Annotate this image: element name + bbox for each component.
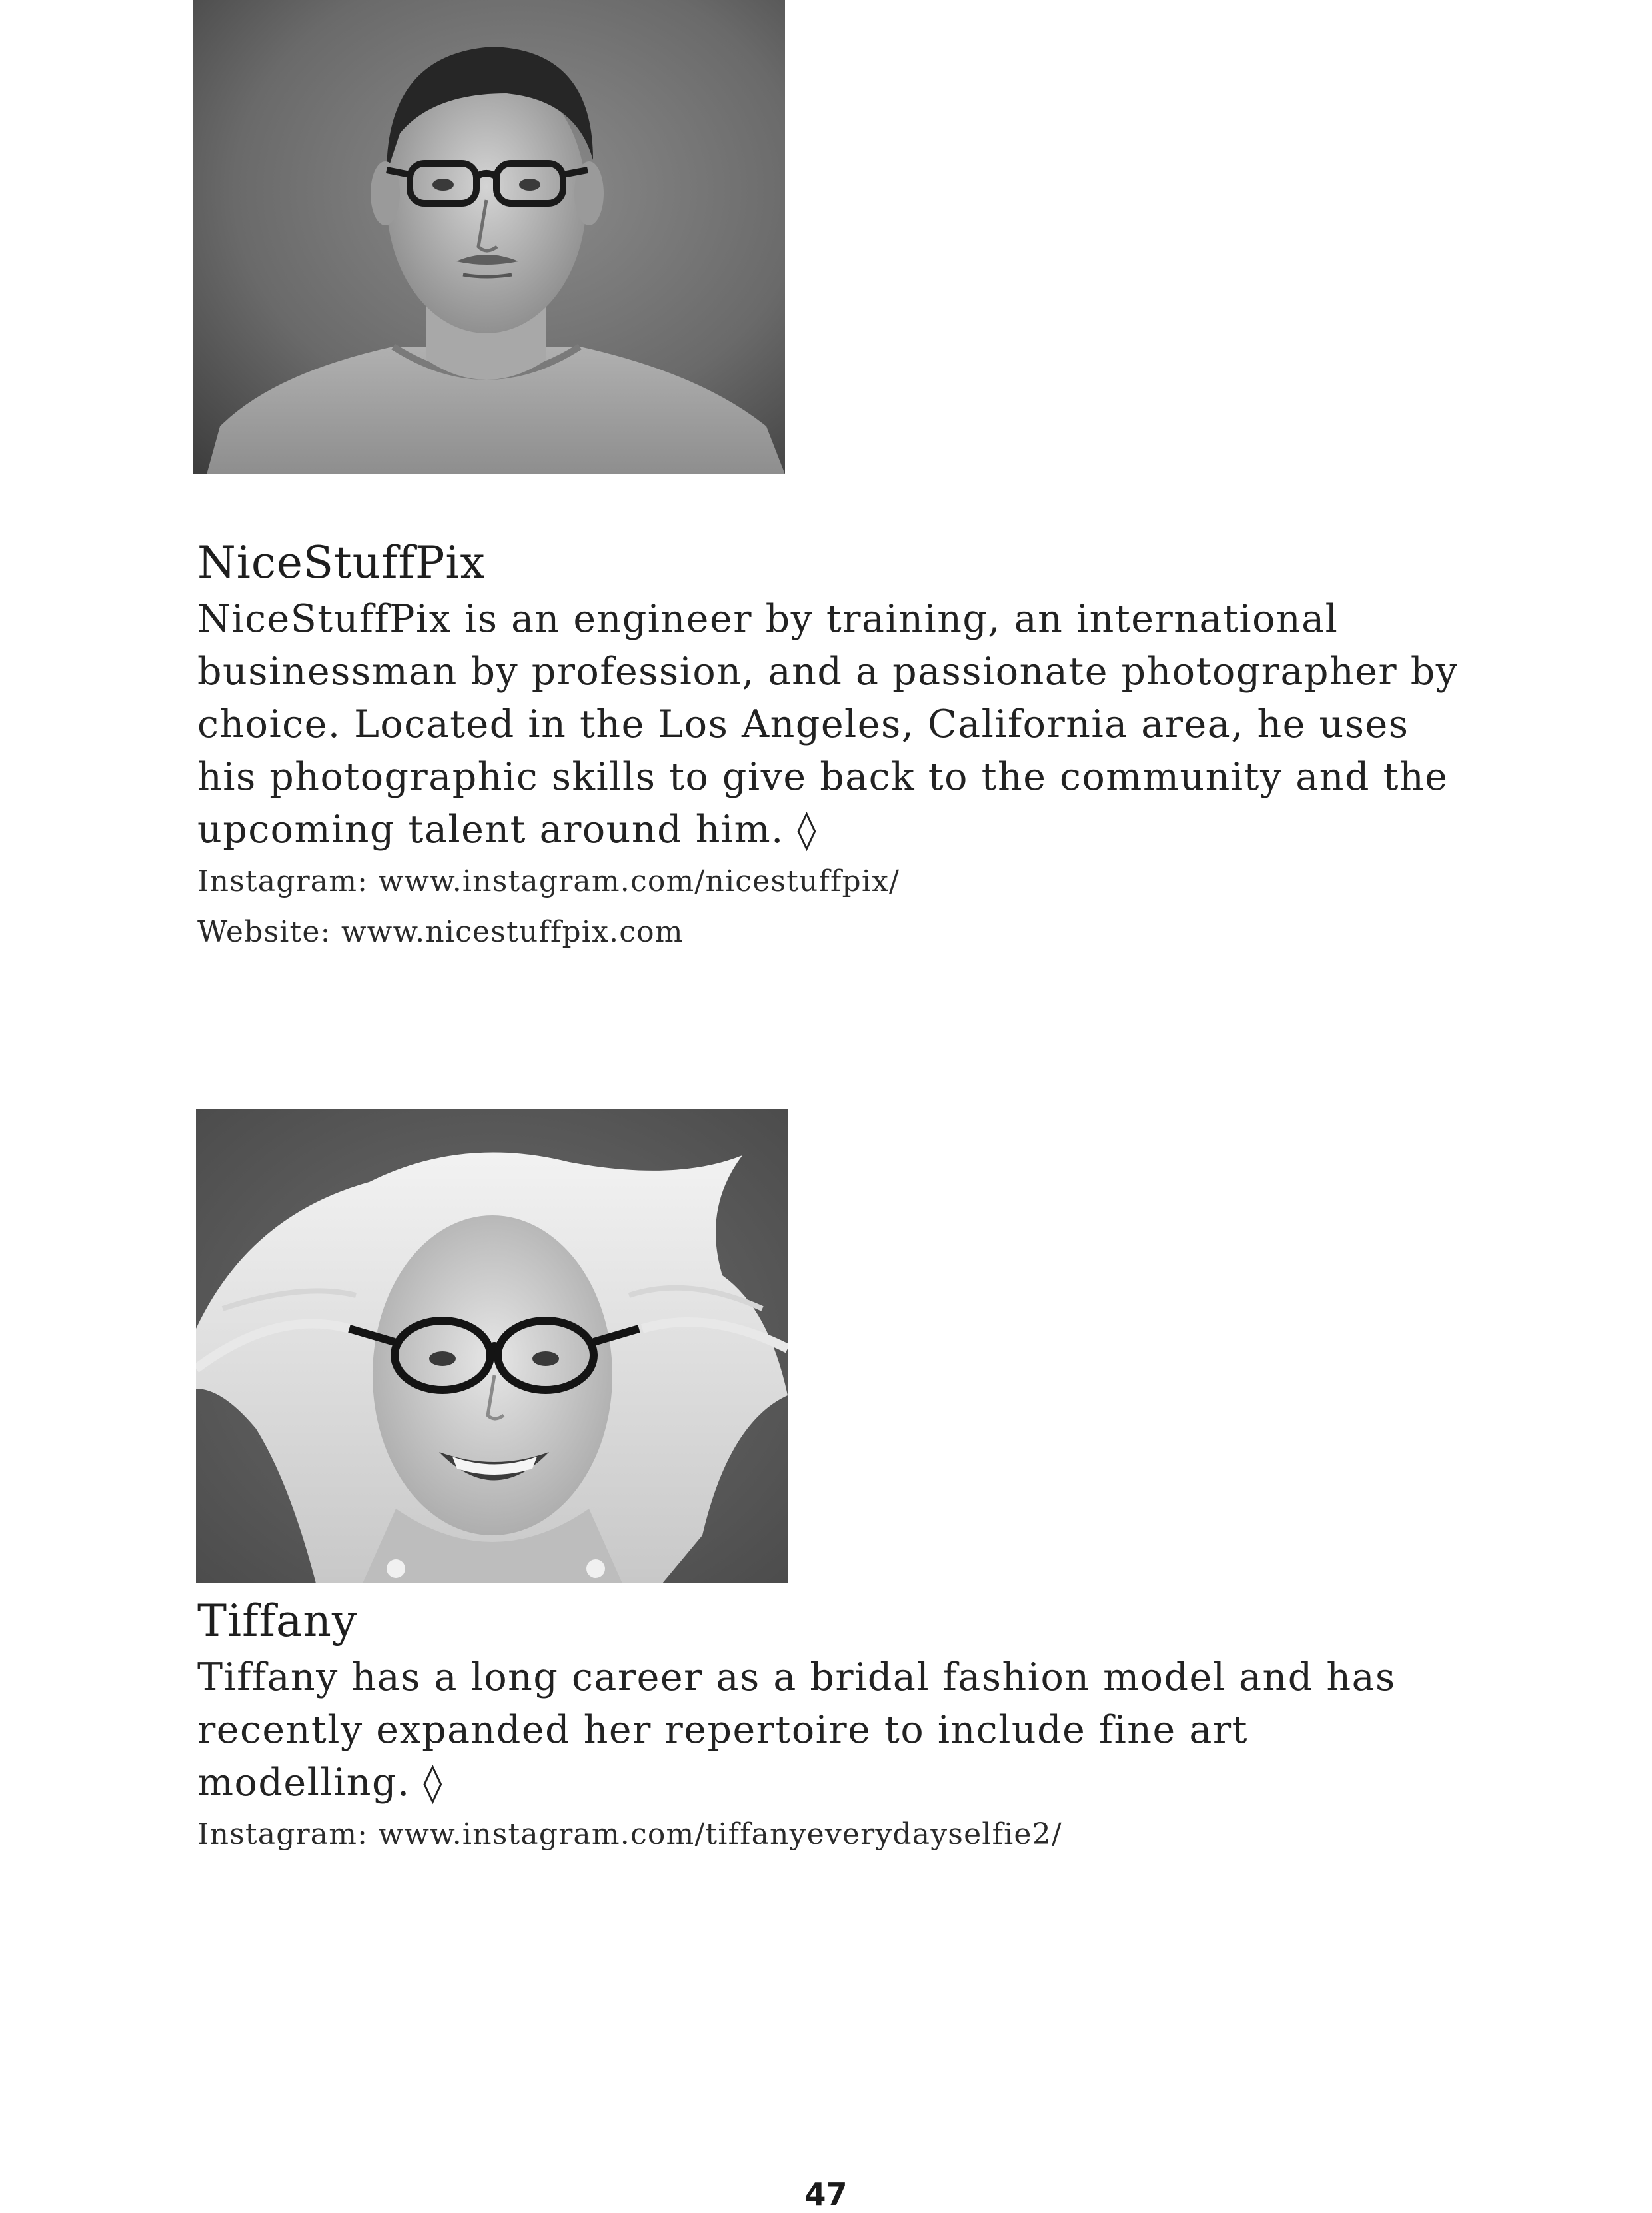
portrait-photo-tiffany xyxy=(196,1109,788,1583)
instagram-link[interactable]: Instagram: www.instagram.com/nicestuffpix/ xyxy=(197,864,900,898)
bio-text: NiceStuffPix is an engineer by training, an international businessman by profession, and a passionate photographer by choice. Located in the Los Angeles, California area, he uses his photographic skills to give back to the community and the upcoming talent around him. ◊ xyxy=(197,597,1459,852)
bio-section-tiffany xyxy=(197,1591,1463,1860)
portrait-image xyxy=(196,1109,788,1583)
page-number: 47 xyxy=(804,2176,848,2212)
instagram-link[interactable]: Instagram: www.instagram.com/tiffanyeverydayselfie2/ xyxy=(197,1817,1062,1851)
website-link[interactable]: Website: www.nicestuffpix.com xyxy=(197,915,684,949)
bio-name: Tiffany xyxy=(197,1595,358,1647)
portrait-image xyxy=(193,0,785,474)
portrait-photo-nicestuffpix xyxy=(193,0,785,474)
bio-section-nicestuffpix xyxy=(197,533,1463,958)
bio-text: Tiffany has a long career as a bridal fashion model and has recently expanded her repertoire to include fine art modelling. ◊ xyxy=(197,1655,1396,1805)
bio-name: NiceStuffPix xyxy=(197,537,486,588)
